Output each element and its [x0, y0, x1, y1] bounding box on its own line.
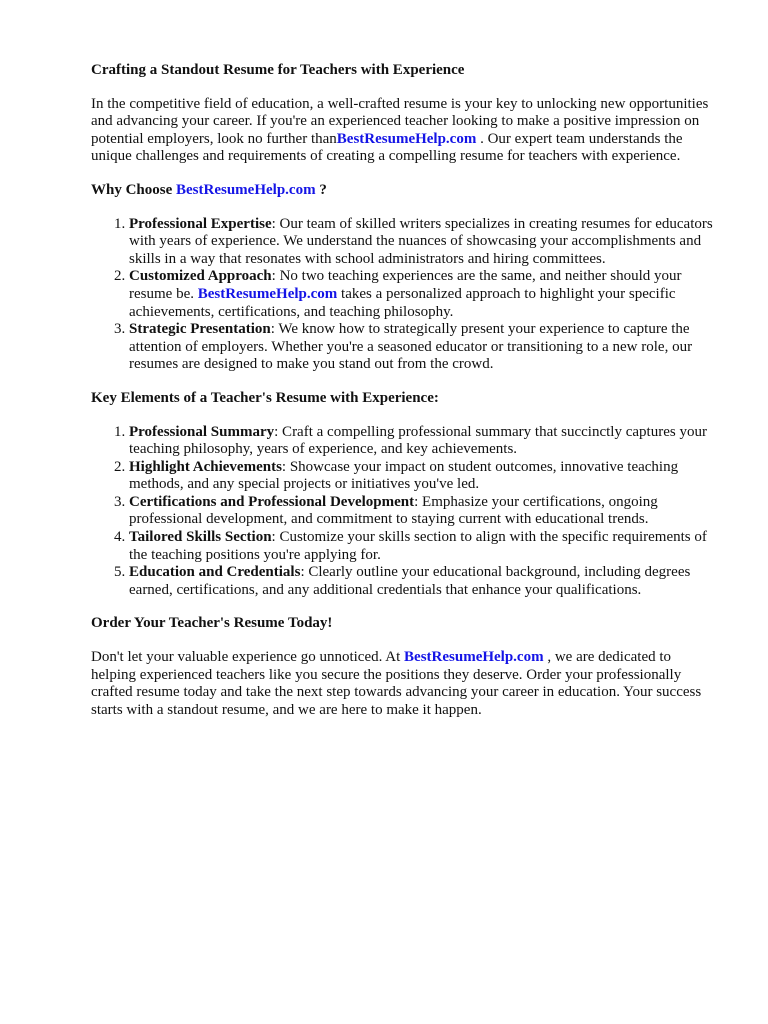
- list-item-title: Certifications and Professional Development: [129, 493, 415, 510]
- order-text: Don't let your valuable experience go unnoticed. At: [91, 649, 405, 666]
- elements-list: [91, 424, 716, 600]
- order-heading: Order Your Teacher's Resume Today!: [91, 615, 333, 632]
- list-item: [129, 564, 716, 599]
- intro-paragraph: [91, 96, 716, 166]
- document-title: Crafting a Standout Resume for Teachers with Experience: [91, 62, 465, 78]
- list-item: [129, 529, 716, 564]
- intro-text-after: . Our expert team understands the unique challenges and requirements of creating a compelling resume for teachers with experience.: [91, 130, 683, 165]
- why-heading-text: Why Choose: [91, 181, 177, 198]
- list-item-title: Education and Credentials: [129, 564, 301, 581]
- list-item-text: : Clearly outline your educational background, including degrees earned, certifications, and any additional credentials that enhance your qualifications.: [129, 564, 691, 598]
- why-heading-link[interactable]: BestResumeHelp.com: [176, 181, 316, 198]
- list-item-title: Professional Summary: [129, 423, 275, 440]
- list-item-link[interactable]: BestResumeHelp.com: [197, 285, 338, 302]
- list-item: [129, 459, 716, 494]
- list-item-text: : Showcase your impact on student outcomes, innovative teaching methods, and any special projects or initiatives you've led.: [129, 458, 679, 493]
- list-item-title: Customized Approach: [129, 268, 272, 285]
- list-item: [129, 216, 716, 269]
- intro-text: In the competitive field of education, a well-crafted resume is your key to unlocking new opportunities and advancing your career. If you're an experienced teacher looking to make a positive impression on potential employers, look no further than: [91, 95, 709, 147]
- list-item: [129, 424, 716, 459]
- why-list: [91, 216, 716, 374]
- list-item-text: : Emphasize your certifications, ongoing professional development, and commitment to staying current with educational trends.: [129, 493, 658, 528]
- list-item-title: Professional Expertise: [129, 215, 272, 232]
- list-item-text: : We know how to strategically present your experience to capture the attention of employers. Whether you're a seasoned educator or transitioning to a new role, our resumes are designed to make you stand out from the crowd.: [129, 321, 693, 373]
- order-link[interactable]: BestResumeHelp.com: [404, 649, 544, 666]
- elements-heading: Key Elements of a Teacher's Resume with Experience:: [91, 389, 439, 406]
- list-item-text: : Our team of skilled writers specializes in creating resumes for educators with years of experience. We understand the nuances of showcasing your accomplishments and skills in a way that resonates with school administrators and hiring committees.: [129, 215, 713, 267]
- list-item-text: : Customize your skills section to align with the specific requirements of the teaching positions you're applying for.: [129, 529, 707, 563]
- list-item: [129, 494, 716, 529]
- why-heading: [91, 182, 716, 200]
- list-item-title: Highlight Achievements: [129, 458, 282, 475]
- document-content: [91, 62, 716, 735]
- list-item-title: Tailored Skills Section: [129, 529, 272, 546]
- list-item-text: : Craft a compelling professional summary that succinctly captures your teaching philosophy, years of experience, and key achievements.: [129, 423, 707, 458]
- list-item-title: Strategic Presentation: [129, 321, 271, 338]
- order-paragraph: [91, 649, 716, 719]
- list-item: [129, 321, 716, 374]
- list-item: [129, 268, 716, 321]
- list-item-text-after: takes a personalized approach to highlight your specific achievements, certifications, and teaching philosophy.: [129, 285, 676, 320]
- intro-link[interactable]: BestResumeHelp.com: [336, 130, 477, 147]
- why-heading-suffix: ?: [315, 181, 327, 198]
- list-item-text: : No two teaching experiences are the same, and neither should your resume be.: [129, 268, 682, 302]
- order-text-after: , we are dedicated to helping experienced teachers like you secure the positions they deserve. Order your professionally crafted resume today and take the next step towards advancing your career in education. Your success starts with a standout resume, and we are here to make it happen.: [91, 649, 702, 718]
